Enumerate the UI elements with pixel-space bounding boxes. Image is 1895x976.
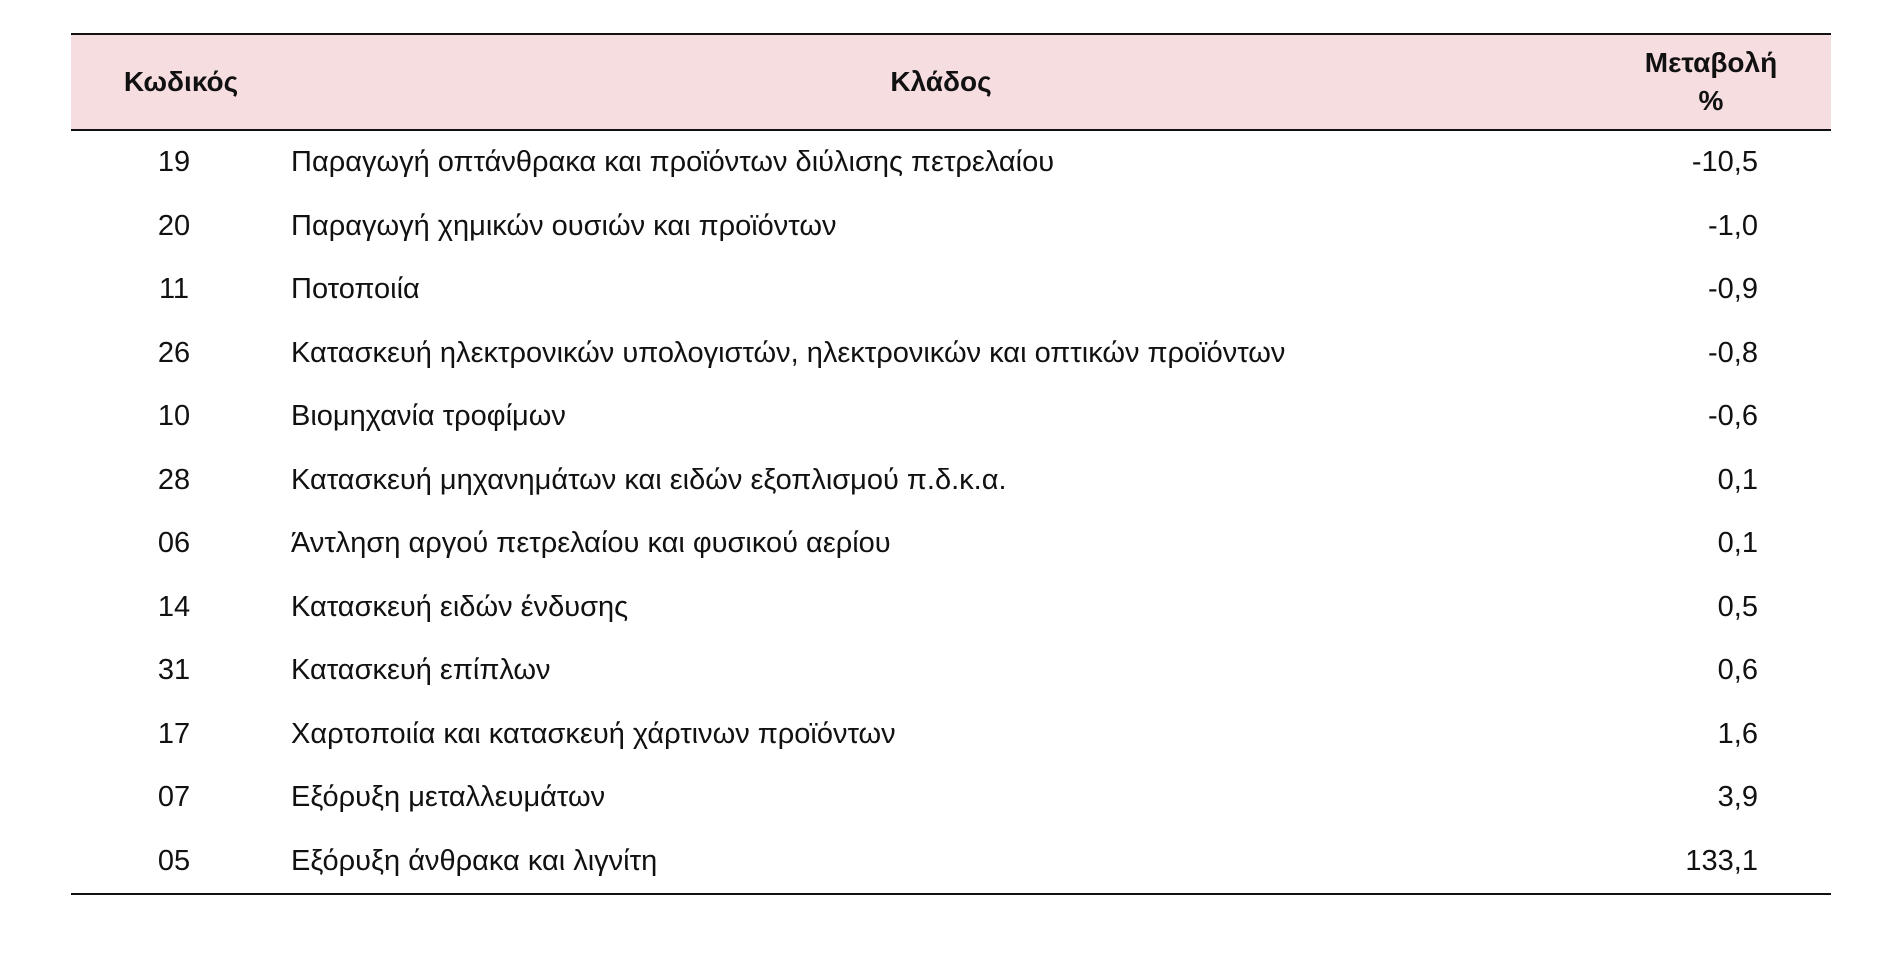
table-header	[71, 34, 1831, 130]
table-row	[71, 385, 1831, 449]
sector-change-table-container	[71, 33, 1831, 895]
row-code: 05	[71, 830, 291, 895]
row-change: 0,1	[1717, 463, 1758, 496]
row-change: 0,6	[1717, 654, 1758, 687]
row-code: 11	[158, 273, 190, 306]
header-change-label: Μεταβολή	[1644, 47, 1778, 78]
row-code: 14	[157, 590, 191, 623]
header-sector: Κλάδος	[291, 34, 1591, 130]
table-row	[71, 130, 1831, 195]
sector-change-table	[71, 33, 1831, 895]
row-sector: Εξόρυξη άνθρακα και λιγνίτη	[291, 830, 1591, 895]
row-code: 10	[157, 400, 191, 433]
row-change: -0,6	[1708, 400, 1758, 433]
table-row	[71, 449, 1831, 513]
row-change: -0,8	[1708, 336, 1758, 369]
row-sector: Άντληση αργού πετρελαίου και φυσικού αερίου	[291, 527, 891, 560]
table-row	[71, 258, 1831, 322]
table-row	[71, 766, 1831, 830]
table-row	[71, 322, 1831, 386]
row-sector: Ποτοποιία	[291, 273, 420, 306]
row-code: 28	[157, 463, 191, 496]
row-sector: Παραγωγή χημικών ουσιών και προϊόντων	[291, 209, 837, 242]
row-sector: Κατασκευή μηχανημάτων και ειδών εξοπλισμού π.δ.κ.α.	[291, 463, 1007, 496]
row-change: -0,9	[1708, 273, 1758, 306]
header-change-unit: %	[1698, 85, 1724, 116]
row-change: 133,1	[1591, 830, 1831, 895]
header-code: Κωδικός	[71, 34, 291, 130]
row-change: 1,6	[1717, 717, 1758, 750]
row-sector: Χαρτοποιία και κατασκευή χάρτινων προϊόντων	[291, 717, 896, 750]
table-row	[71, 639, 1831, 703]
header-row	[71, 34, 1831, 130]
row-sector: Βιομηχανία τροφίμων	[291, 400, 566, 433]
row-code: 20	[157, 209, 191, 242]
row-sector: Κατασκευή επίπλων	[291, 654, 551, 687]
row-code: 06	[157, 527, 191, 560]
row-sector: Παραγωγή οπτάνθρακα και προϊόντων διύλισης πετρελαίου	[291, 146, 1055, 179]
row-change: 0,5	[1717, 590, 1758, 623]
row-sector: Κατασκευή ηλεκτρονικών υπολογιστών, ηλεκτρονικών και οπτικών προϊόντων	[291, 336, 1286, 369]
row-code: 26	[157, 336, 191, 369]
table-row	[71, 830, 1831, 895]
row-code: 07	[157, 781, 191, 814]
row-code: 17	[157, 717, 191, 750]
row-sector: Κατασκευή ειδών ένδυσης	[291, 590, 629, 623]
row-change: 0,1	[1717, 527, 1758, 560]
table-row	[71, 703, 1831, 767]
row-code: 19	[157, 146, 191, 179]
table-row	[71, 576, 1831, 640]
row-code: 31	[157, 654, 191, 687]
row-sector: Εξόρυξη μεταλλευμάτων	[291, 781, 606, 814]
table-body	[71, 130, 1831, 894]
header-change	[1591, 34, 1831, 130]
row-change: 3,9	[1717, 781, 1758, 814]
row-change: -1,0	[1708, 209, 1758, 242]
table-row	[71, 512, 1831, 576]
table-row	[71, 195, 1831, 259]
row-change: -10,5	[1691, 146, 1758, 179]
